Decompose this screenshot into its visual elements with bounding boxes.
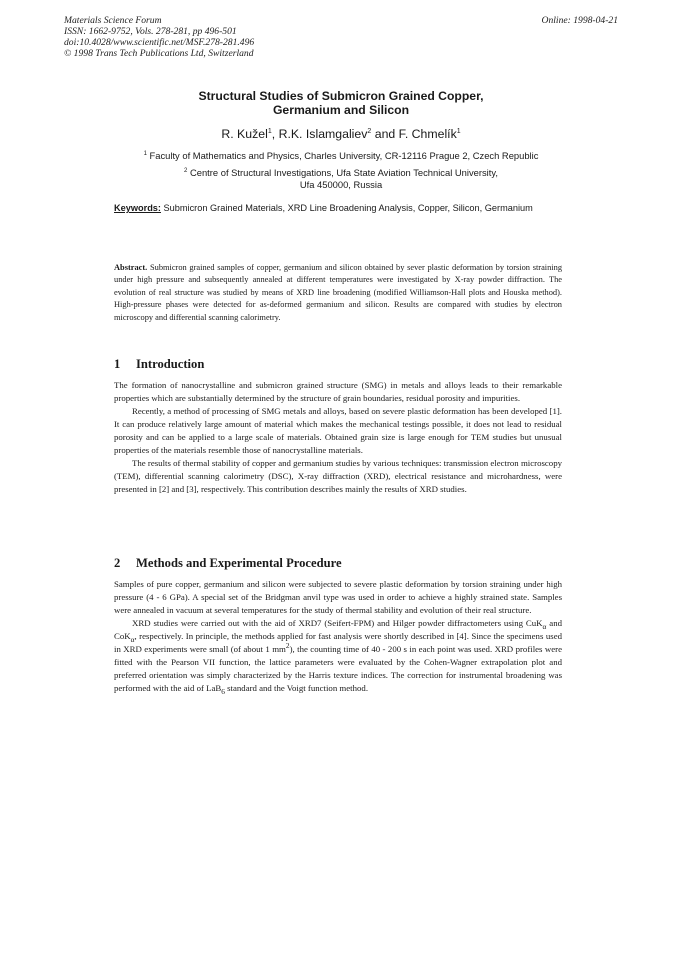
text-run: and CoK [114,618,565,641]
keywords-label: Keywords: [114,203,161,213]
paragraph: Samples of pure copper, germanium and silicon were subjected to severe plastic deformation by torsion straining under high pressure (4 - 6 GPa). A special set of the Bridgman anvil type was used in order to achieve a highly strained state. Samples were annealed in vacuum at several temperatures for the study of thermal stability and evolution of their real structure. [114,579,562,615]
copyright-line: © 1998 Trans Tech Publications Ltd, Switzerland [64,48,254,59]
paper-title [64,89,618,117]
author-name: F. Chmelík [398,127,457,141]
section-heading-methods [114,556,342,571]
section-number: 2 [114,556,121,570]
superscript-two: 2 [285,641,290,651]
author-affiliation-mark: 1 [456,127,461,135]
subscript-alpha: α [130,634,135,644]
affiliation-text-line-2: Ufa 450000, Russia [299,178,383,190]
affiliation-number: 2 [184,167,188,174]
journal-name: Materials Science Forum [64,15,162,26]
online-date: Online: 1998-04-21 [541,15,618,26]
affiliation-text: Faculty of Mathematics and Physics, Charles University, CR-12116 Prague 2, Czech Republic [149,150,539,161]
affiliation-2 [64,167,618,190]
text-run: XRD studies were carried out with the aid of XRD7 (Seifert-FPM) and Hilger powder diffractometers using CuK [132,618,543,628]
paragraph: The results of thermal stability of copper and germanium studies by various techniques: transmission electron microscopy (TEM), differential scanning calorimetry (DSC), X-ray diffraction (XRD), electrical resistance and microhardness, were presented in [2] and [3], respectively. This contribution describes mainly the results of XRD studies. [114,458,562,494]
author-affiliation-mark: 2 [367,127,372,135]
section-title: Introduction [136,357,205,371]
abstract-label: Abstract. [114,263,148,272]
affiliation-1 [64,150,618,162]
section-heading-introduction [114,357,204,372]
text-run: ), the counting time of 40 - 200 s in each point was used. XRD profiles were fitted with the Pearson VII function, the lattice parameters were evaluated by the Cohen-Wagner extrapolation plot and preferred orientation was simply characterized by the Harris texture indices. The correction for instrumental broadening was performed with the aid of LaB [114,644,562,693]
abstract-text: Submicron grained samples of copper, germanium and silicon obtained by sever plastic deformation by torsion straining under high pressure and subsequently annealed at different temperatures were investigated by X-ray powder diffraction. The evolution of real structure was studied by means of XRD line broadening (modified Williamson-Hall plots and Houska method). High-pressure phases were detected for as-deformed germanium and silicon. Results are compared with studies by electron microscopy and differential scanning calorimetry. [114,263,563,322]
page-header [64,15,618,59]
title-line-1: Structural Studies of Submicron Grained Copper, [198,89,484,103]
text-run: , respectively. In principle, the methods applied for fast analysis were shortly described in [4]. Since the specimens used in XRD experiments were small (of about 1 mm [114,631,562,654]
subscript-alpha: α [542,621,547,631]
paragraph [114,617,565,696]
title-line-2: Germanium and Silicon [272,103,410,117]
author-name: R.K. Islamgaliev [278,127,368,141]
author-list [64,127,618,141]
section-body-introduction [114,379,562,496]
issn-line: ISSN: 1662-9752, Vols. 278-281, pp 496-501 [64,26,237,37]
section-body-methods [114,578,565,696]
paragraph: The formation of nanocrystalline and submicron grained structure (SMG) in metals and alloys leads to their remarkable properties which are substantially determined by the structure of grain boundaries, residual porosity and impurities. [114,380,562,403]
affiliation-text: Centre of Structural Investigations, Ufa State Aviation Technical University, [189,167,498,178]
keywords [114,203,562,215]
doi-line: doi:10.4028/www.scientific.net/MSF.278-281.496 [64,37,255,48]
section-title: Methods and Experimental Procedure [136,556,342,570]
text-run: standard and the Voigt function method. [224,683,369,693]
author-name: R. Kužel [221,127,268,141]
section-number: 1 [114,357,121,371]
abstract [114,262,562,324]
author-separator: , [271,127,279,141]
author-conjunction: and [371,127,399,141]
affiliation-number: 1 [143,150,147,157]
keywords-text: Submicron Grained Materials, XRD Line Broadening Analysis, Copper, Silicon, Germanium [163,203,533,213]
subscript-six: 6 [221,686,225,696]
author-affiliation-mark: 1 [267,127,272,135]
paragraph: Recently, a method of processing of SMG metals and alloys, based on severe plastic deformation has been developed [1]. It can produce relatively large amount of material which makes the mechanical testings possible, it does not lead to residual porosity and can be applied to a large scale of materials. Obtained grain size is large enough for TEM studies but unusual properties of the materials resemble those of nanocrystalline materials. [114,406,562,455]
